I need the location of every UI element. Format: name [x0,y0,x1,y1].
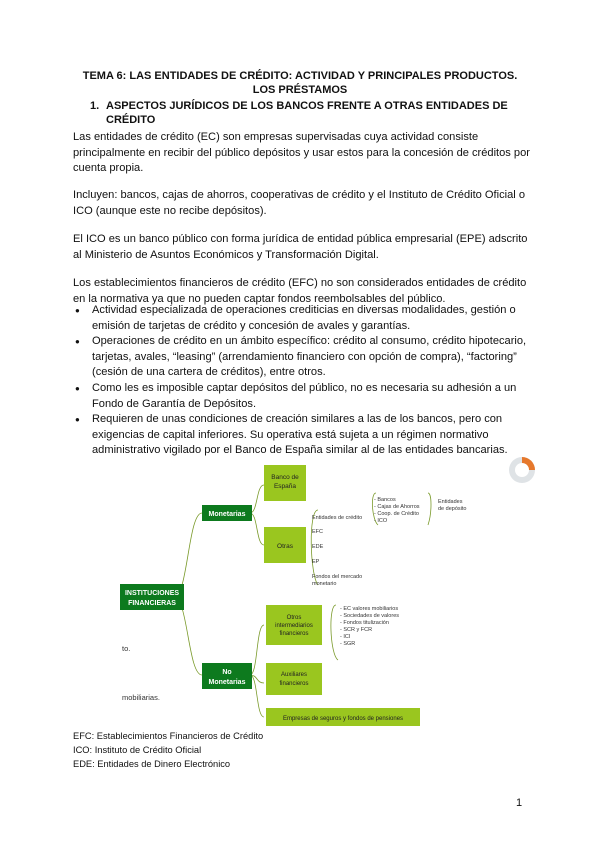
otros-intermediarios-label-3: financieros [279,631,309,637]
fondos-mercado-label-2: monetario [312,581,337,587]
oi-item: - SCR y FCR [340,627,373,633]
efc-label: EFC [312,529,323,535]
paragraph-ec-includes: Incluyen: bancos, cajas de ahorros, cooperativas de crédito y el Instituto de Crédito Oficial o ICO (aunque este no recibe depósitos). [73,189,526,217]
ep-label: EP [312,559,320,565]
section-heading-line-1: ASPECTOS JURÍDICOS DE LOS BANCOS FRENTE A OTRAS ENTIDADES DE [106,100,508,112]
financial-institutions-diagram [60,455,540,735]
oi-item: - Sociedades de valores [340,613,400,619]
monetarias-label: Monetarias [208,511,246,518]
banco-espana-label-2: España [273,483,297,490]
otras-label: Otras [277,543,293,550]
title-line-1: TEMA 6: LAS ENTIDADES DE CRÉDITO: ACTIVIDAD Y PRINCIPALES PRODUCTOS. [82,70,518,82]
paragraph-efc: Los establecimientos financieros de crédito (EFC) no son considerados entidades de crédito en la normativa ya que no pueden captar fondos reembolsables del público. [73,277,527,305]
oi-item: - EC valores mobiliarios [340,606,399,612]
auxiliares-label-2: financieros [279,681,309,687]
section-number: 1. [90,100,100,112]
footnote: ICO: Instituto de Crédito Oficial [73,745,202,755]
ec-item-coop: - Coop. de Crédito [374,511,419,517]
efc-bullet-list [73,303,539,459]
fondos-mercado-label-1: Fondos del mercado [312,574,363,580]
fragment-text-2: mobiliarias. [122,693,160,702]
page-number: 1 [516,797,523,809]
list-item: ● Actividad especializada de operaciones crediticias en diversas modalidades, gestión o emisión de tarjetas de crédito y concesión de avales y garantías. [73,303,539,334]
oi-item: - Fondos titulización [340,620,389,626]
section-heading [90,99,540,127]
root-label-2: FINANCIERAS [128,600,176,607]
entidades-deposito-label-2: de depósito [438,506,467,512]
auxiliares-label-1: Auxiliares [280,672,308,678]
otros-intermediarios-label-2: intermediarios [275,623,313,629]
ec-item-bancos: - Bancos [374,497,396,503]
entidades-deposito-label-1: Entidades [438,499,463,505]
auxiliares-node [266,663,322,695]
document-title [60,69,540,97]
no-monetarias-label-1: No [222,669,232,676]
title-line-2: LOS PRÉSTAMOS [252,84,348,96]
oi-item: - ICI [340,634,351,640]
entidades-credito-label: Entidades de crédito [312,515,363,521]
footnote: EFC: Establecimientos Financieros de Crédito [73,731,264,741]
list-item: ● Como les es imposible captar depósitos del público, no es necesaria su adhesión a un Fondo de Garantía de Depósitos. [73,381,539,412]
list-item: ● Requieren de unas condiciones de creación similares a las de los bancos, pero con exigencias de capital inferiores. Su operativa está sujeta a un régimen normativo administrativo vigilado por el Banco de España similar al de las entidades bancarias. [73,412,539,459]
paragraph-ico: El ICO es un banco público con forma jurídica de entidad pública empresarial (EPE) adscrito al Ministerio de Asuntos Económicos y Transformación Digital. [73,233,528,261]
ec-item-cajas: - Cajas de Ahorros [374,504,420,510]
fragment-text-1: to. [122,644,131,653]
footnote: EDE: Entidades de Dinero Electrónico [73,759,231,769]
section-heading-line-2: CRÉDITO [106,114,156,126]
corner-logo-icon [507,455,537,485]
list-item: ● Operaciones de crédito en un ámbito específico: crédito al consumo, crédito hipotecario, tarjetas, avales, “leasing” (arrendamiento financiero con opción de compra), “factoring” (cesión de una cartera de créditos), entre otros. [73,334,539,381]
root-label-1: INSTITUCIONES [124,590,180,597]
oi-item: - SGR [340,641,356,647]
empresas-seguros-label: Empresas de seguros y fondos de pensiones [282,716,404,722]
ede-label: EDE [312,544,324,550]
no-monetarias-label-2: Monetarias [208,679,246,686]
ec-item-ico: - ICO [374,518,388,524]
banco-espana-label-1: Banco de [271,474,299,481]
otros-intermediarios-label-1: Otros [286,615,302,621]
paragraph-ec-definition: Las entidades de crédito (EC) son empresas supervisadas cuya actividad consiste principalmente en recibir del público depósitos y usar estos para la concesión de créditos por cuenta propia. [73,131,530,175]
